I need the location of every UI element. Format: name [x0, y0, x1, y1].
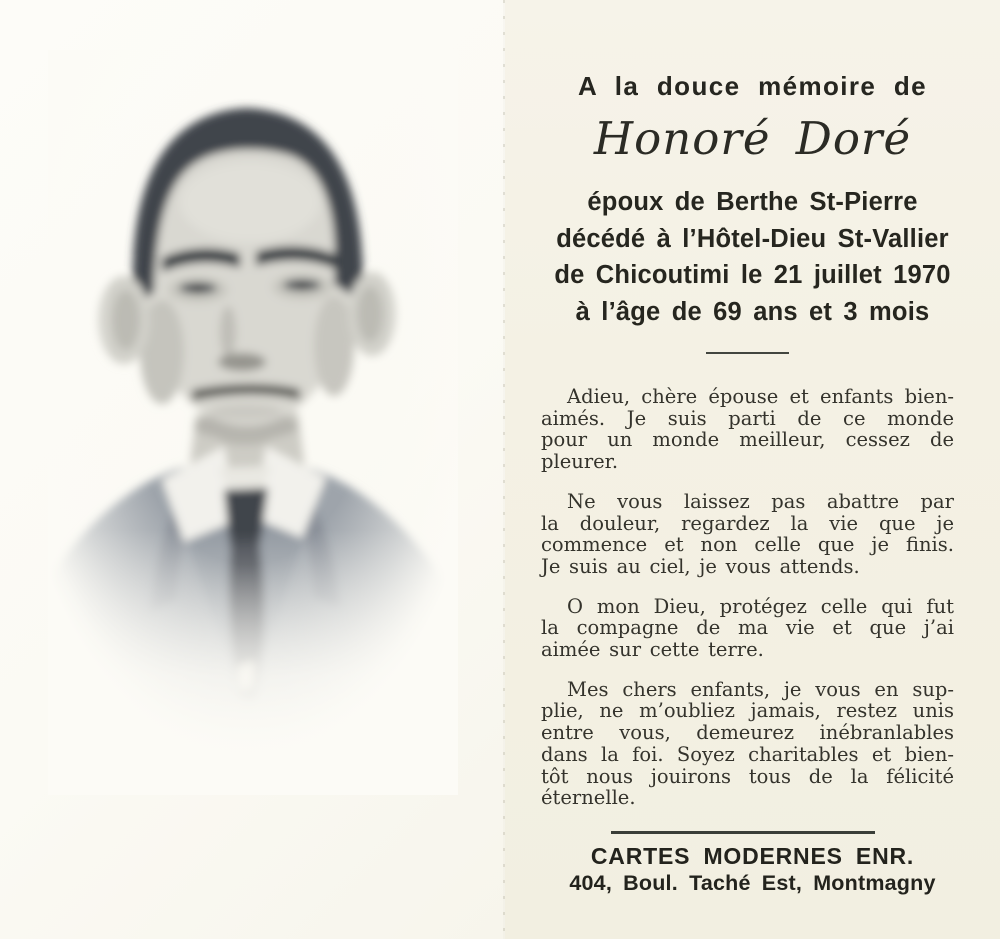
prayer-line: aimés. Je suis parti de ce monde: [541, 406, 954, 430]
prayer-line: commence et non celle que je finis.: [541, 533, 954, 557]
text-panel: [505, 0, 1000, 939]
detail-line-spouse: époux de Berthe St-Pierre: [587, 188, 918, 216]
prayer-line: pleurer.: [541, 450, 619, 474]
printer-address: 404, Boul. Taché Est, Montmagny: [569, 871, 936, 895]
prayer-line: Adieu, chère épouse et enfants bien-: [567, 385, 954, 408]
printer-name: CARTES MODERNES ENR.: [590, 843, 915, 869]
prayer-paragraph: [541, 679, 954, 809]
deceased-name: Honoré Doré: [593, 112, 912, 165]
prayer-line: pour un monde meilleur, cessez de: [541, 428, 954, 452]
prayer-line: Ne vous laissez pas abattre par: [567, 489, 954, 513]
portrait-photo: [48, 50, 458, 795]
detail-line-place: décédé à l’Hôtel-Dieu St-Vallier: [556, 224, 949, 253]
divider-rule: [706, 352, 789, 354]
detail-line-age: à l’âge de 69 ans et 3 mois: [575, 297, 930, 326]
prayer-text: [541, 386, 954, 827]
prayer-line: dans la foi. Soyez charitables et bien-: [541, 742, 954, 766]
detail-line-date: de Chicoutimi le 21 juillet 1970: [554, 261, 951, 289]
prayer-line: plie, ne m’oubliez jamais, restez unis: [541, 699, 954, 723]
prayer-paragraph: [541, 491, 954, 578]
prayer-paragraph: [541, 386, 954, 473]
prayer-line: Je suis au ciel, je vous attends.: [541, 554, 860, 578]
prayer-line: la compagne de ma vie et que j’ai: [541, 616, 954, 640]
prayer-line: O mon Dieu, protégez celle qui fut: [567, 594, 954, 618]
prayer-line: aimée sur cette terre.: [541, 638, 764, 662]
prayer-line: Mes chers enfants, je vous en sup-: [567, 677, 954, 701]
prayer-line: entre vous, demeurez inébranlables: [541, 721, 954, 745]
footer-rule: [611, 831, 875, 834]
prayer-paragraph: [541, 596, 954, 661]
dedication-line: A la douce mémoire de: [577, 71, 928, 101]
prayer-line: tôt nous jouirons tous de la félicité: [541, 764, 954, 788]
prayer-line: la douleur, regardez la vie que je: [541, 511, 954, 535]
prayer-line: éternelle.: [541, 786, 636, 810]
death-details: [505, 184, 1000, 330]
photo-vignette: [48, 50, 458, 795]
